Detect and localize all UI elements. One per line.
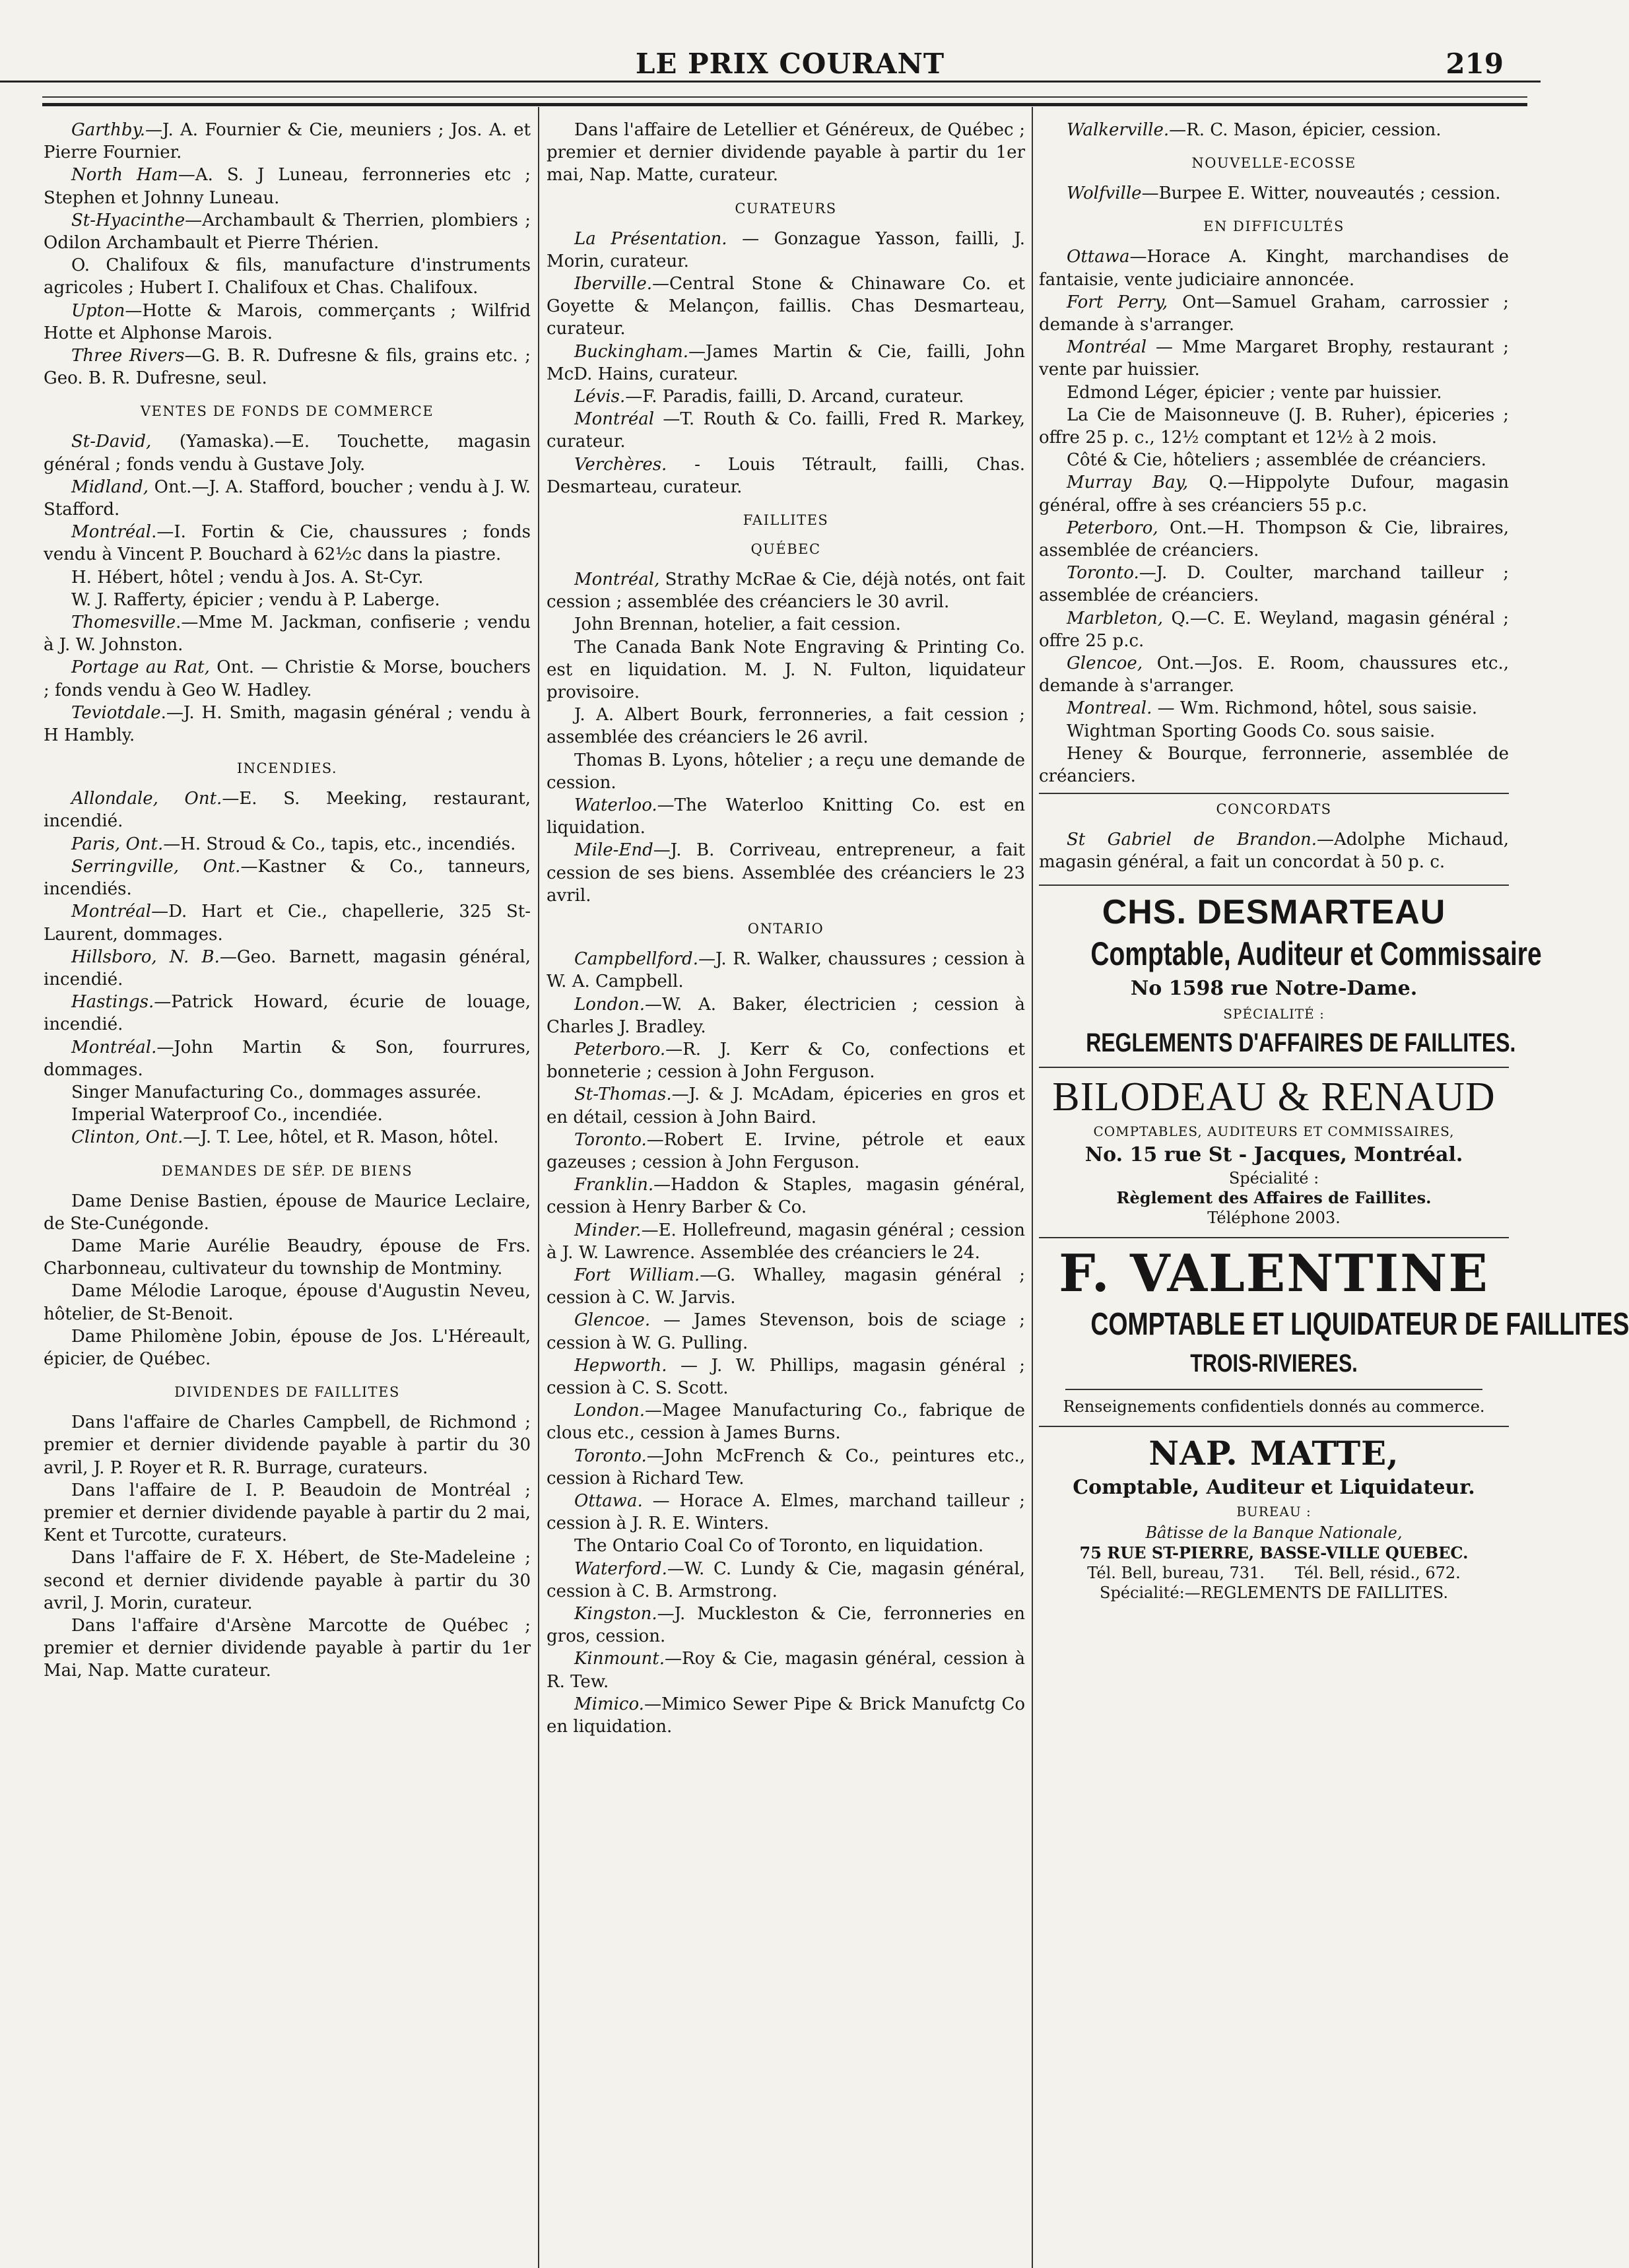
advert-name: F. VALENTINE xyxy=(1059,1243,1489,1304)
notice-entry: St Gabriel de Brandon.—Adolphe Michaud, magasin général, a fait un concordat à 50 p. c. xyxy=(1039,830,1509,873)
notice-entry: Murray Bay, Q.—Hippolyte Dufour, magasin général, offre à ses créanciers 55 p.c. xyxy=(1039,473,1509,516)
notice-entry: Portage au Rat, Ont. — Christie & Morse, bouchers ; fonds vendu à Geo W. Hadley. xyxy=(44,657,531,700)
notice-entry: Peterboro.—R. J. Kerr & Co, confections et bonneterie ; cession à John Ferguson. xyxy=(547,1039,1025,1083)
advert-desmarteau xyxy=(1039,891,1542,1061)
section-rule xyxy=(1039,793,1509,794)
advert-label: Spécialité : xyxy=(1228,1168,1319,1187)
dividendes-list xyxy=(44,1411,531,1682)
notice-entry: Dans l'affaire d'Arsène Marcotte de Québec ; premier et dernier dividende payable à partir du 1er Mai, Nap. Matte curateur. xyxy=(44,1615,531,1681)
page-number: 219 xyxy=(1446,48,1504,80)
subsection-heading-ontario: ONTARIO xyxy=(747,921,824,937)
notice-entry: Teviotdale.—J. H. Smith, magasin général ; vendu à H Hambly. xyxy=(44,702,531,746)
advert-name: NAP. MATTE, xyxy=(1148,1433,1399,1473)
notice-entry: Montréal.—I. Fortin & Cie, chaussures ; fonds vendu à Vincent P. Bouchard à 62½c dans la piastre. xyxy=(44,522,531,565)
notice-entry: Thomesville.—Mme M. Jackman, confiserie ; vendu à J. W. Johnston. xyxy=(44,613,531,655)
advert-building: Bâtisse de la Banque Nationale, xyxy=(1145,1523,1403,1542)
notice-entry: The Canada Bank Note Engraving & Printing Co. est en liquidation. M. J. N. Fulton, liquidateur provisoire. xyxy=(547,637,1025,703)
notice-entry: La Présentation. — Gonzague Yasson, failli, J. Morin, curateur. xyxy=(547,228,1025,271)
notice-entry: Dans l'affaire de Letellier et Généreux, de Québec ; premier et dernier dividende payable à partir du 1er mai, Nap. Matte, curateur. xyxy=(547,120,1025,185)
advert-specialty: Spécialité:—REGLEMENTS DE FAILLITES. xyxy=(1100,1583,1448,1602)
notice-entry: Edmond Léger, épicier ; vente par huissier. xyxy=(1067,382,1442,403)
notice-entry: Iberville.—Central Stone & Chinaware Co. et Goyette & Melançon, faillis. Chas Desmarteau, curateur. xyxy=(547,274,1025,339)
section-heading-demandes: DEMANDES DE SÉP. DE BIENS xyxy=(161,1162,413,1179)
notice-entry: Buckingham.—James Martin & Cie, failli, John McD. Hains, curateur. xyxy=(547,341,1025,384)
notice-entry: Clinton, Ont.—J. T. Lee, hôtel, et R. Mason, hôtel. xyxy=(71,1127,499,1148)
advert-matte xyxy=(1039,1432,1509,1603)
ventes-list xyxy=(44,430,531,747)
notice-entry: Thomas B. Lyons, hôtelier ; a reçu une demande de cession. xyxy=(547,750,1025,793)
advert-rule xyxy=(1065,1389,1482,1390)
notice-entry: Kingston.—J. Muckleston & Cie, ferronneries en gros, cession. xyxy=(547,1603,1025,1647)
notice-entry: Wightman Sporting Goods Co. sous saisie. xyxy=(1067,721,1436,741)
notice-entry: Upton—Hotte & Marois, commerçants ; Wilfrid Hotte et Alphonse Marois. xyxy=(44,300,531,343)
advert-address: No 1598 rue Notre-Dame. xyxy=(1130,976,1418,1000)
advert-specialty: REGLEMENTS D'AFFAIRES DE FAILLITES. xyxy=(1086,1028,1516,1057)
advert-title: Comptable, Auditeur et Commissaire xyxy=(1090,935,1542,972)
notice-entry: Verchères. - Louis Tétrault, failli, Chas. Desmarteau, curateur. xyxy=(547,454,1025,497)
notice-entry: Montréal — Mme Margaret Brophy, restaurant ; vente par huissier. xyxy=(1039,337,1509,380)
notice-entry: Dame Philomène Jobin, épouse de Jos. L'Héreault, épicier, de Québec. xyxy=(44,1326,531,1369)
quebec-list xyxy=(547,568,1025,907)
incendies-list xyxy=(44,787,531,1149)
column-divider xyxy=(538,107,539,2268)
advert-note: Renseignements confidentiels donnés au commerce. xyxy=(1063,1397,1485,1416)
advert-bilodeau xyxy=(1039,1073,1509,1228)
notice-entry: Paris, Ont.—H. Stroud & Co., tapis, etc., incendiés. xyxy=(71,834,516,854)
column-middle xyxy=(547,119,1025,2268)
notice-entry: Wolfville—Burpee E. Witter, nouveautés ; cession. xyxy=(1067,183,1501,204)
difficultes-list xyxy=(1039,246,1509,787)
notice-entry: Ottawa—Horace A. Kinght, marchandises de fantaisie, vente judiciaire annoncée. xyxy=(1039,247,1509,290)
notice-entry: Dans l'affaire de I. P. Beaudoin de Montréal ; premier et dernier dividende payable à partir du 2 mai, Kent et Turcotte, curateurs. xyxy=(44,1480,531,1546)
notice-entry: Glencoe, Ont.—Jos. E. Room, chaussures etc., demande à s'arranger. xyxy=(1039,653,1509,696)
notice-entry: Hastings.—Patrick Howard, écurie de louage, incendié. xyxy=(44,992,531,1035)
advert-address: No. 15 rue St - Jacques, Montréal. xyxy=(1084,1143,1463,1166)
notice-entry: Montreal. — Wm. Richmond, hôtel, sous saisie. xyxy=(1067,698,1478,719)
advert-phone: Téléphone 2003. xyxy=(1207,1208,1341,1227)
column-right xyxy=(1039,119,1629,2268)
advert-name: CHS. DESMARTEAU xyxy=(1102,892,1446,931)
notice-entry: Montréal —T. Routh & Co. failli, Fred R. Markey, curateur. xyxy=(547,409,1025,452)
notice-entry: Singer Manufacturing Co., dommages assurée. xyxy=(71,1082,482,1102)
notice-entry: La Cie de Maisonneuve (J. B. Ruher), épiceries ; offre 25 p. c., 12½ comptant et 12½ à 2 mois. xyxy=(1039,405,1509,448)
notice-entry: St-David, (Yamaska).—E. Touchette, magasin général ; fonds vendu à Gustave Joly. xyxy=(44,432,531,475)
notice-entry: Hillsboro, N. B.—Geo. Barnett, magasin général, incendié. xyxy=(44,947,531,989)
notice-entry: Waterford.—W. C. Lundy & Cie, magasin général, cession à C. B. Armstrong. xyxy=(547,1558,1025,1601)
section-rule xyxy=(1039,884,1509,886)
demandes-list xyxy=(44,1190,531,1371)
notice-entry: Garthby.—J. A. Fournier & Cie, meuniers ; Jos. A. et Pierre Fournier. xyxy=(44,120,531,163)
page-header xyxy=(0,0,1580,99)
notice-entry: Campbellford.—J. R. Walker, chaussures ; cession à W. A. Campbell. xyxy=(547,949,1025,992)
column-left xyxy=(44,119,531,2268)
section-heading-ventes: VENTES DE FONDS DE COMMERCE xyxy=(140,403,434,420)
advert-title: COMPTABLE ET LIQUIDATEUR DE FAILLITES xyxy=(1090,1306,1629,1342)
notice-entry: Dame Mélodie Laroque, épouse d'Augustin Neveu, hôtelier, de St-Benoit. xyxy=(44,1281,531,1324)
section-heading-faillites: FAILLITES xyxy=(743,512,829,529)
subsection-heading-quebec: QUÉBEC xyxy=(750,541,821,558)
notice-entry: Hepworth. — J. W. Phillips, magasin général ; cession à C. S. Scott. xyxy=(547,1355,1025,1398)
notice-entry: Imperial Waterproof Co., incendiée. xyxy=(71,1105,383,1125)
section-heading-nouvelle-ecosse: NOUVELLE-ECOSSE xyxy=(1191,155,1356,172)
advert-label: BUREAU : xyxy=(1236,1503,1312,1519)
notice-entry: St-Hyacinthe—Archambault & Therrien, plombiers ; Odilon Archambault et Pierre Thérien. xyxy=(44,210,531,253)
advert-label: SPÉCIALITÉ : xyxy=(1223,1005,1325,1022)
notice-entry: Heney & Bourque, ferronnerie, assemblée de créanciers. xyxy=(1039,743,1509,787)
notice-entry: H. Hébert, hôtel ; vendu à Jos. A. St-Cyr. xyxy=(71,567,424,587)
notice-entry: Montréal—D. Hart et Cie., chapellerie, 325 St-Laurent, dommages. xyxy=(44,902,531,945)
notice-entry: Ottawa. — Horace A. Elmes, marchand tailleur ; cession à J. R. E. Winters. xyxy=(547,1490,1025,1534)
section-heading-dividendes: DIVIDENDES DE FAILLITES xyxy=(174,1384,400,1401)
notice-entry: Côté & Cie, hôteliers ; assemblée de créanciers. xyxy=(1067,450,1486,471)
notice-entry: Dame Marie Aurélie Beaudry, épouse de Frs. Charbonneau, cultivateur du township de Montminy. xyxy=(44,1236,531,1279)
journal-title: LE PRIX COURANT xyxy=(635,48,945,80)
notice-entry: The Ontario Coal Co of Toronto, en liquidation. xyxy=(574,1536,984,1556)
notice-entry: Three Rivers—G. B. R. Dufresne & fils, grains etc. ; Geo. B. R. Dufresne, seul. xyxy=(44,346,531,389)
notice-entry: Peterboro, Ont.—H. Thompson & Cie, libraires, assemblée de créanciers. xyxy=(1039,517,1509,561)
header-rule xyxy=(42,103,1527,106)
notice-entry: Dame Denise Bastien, épouse de Maurice Leclaire, de Ste-Cunégonde. xyxy=(44,1191,531,1234)
notice-entry: Fort Perry, Ont—Samuel Graham, carrossier ; demande à s'arranger. xyxy=(1039,292,1509,335)
notice-entry: Toronto.—J. D. Coulter, marchand tailleur ; assemblée de créanciers. xyxy=(1039,563,1509,606)
notice-entry: Toronto.—John McFrench & Co., peintures etc., cession à Richard Tew. xyxy=(547,1446,1025,1488)
notice-entry: O. Chalifoux & fils, manufacture d'instruments agricoles ; Hubert I. Chalifoux et Chas. Chalifoux. xyxy=(44,255,531,298)
notice-entry: Montréal, Strathy McRae & Cie, déjà notés, ont fait cession ; assemblée des créanciers le 30 avril. xyxy=(547,570,1025,613)
notice-entry: Mile-End—J. B. Corriveau, entrepreneur, a fait cession de ses biens. Assemblée des créanciers le 23 avril. xyxy=(547,840,1025,906)
notice-entry: Lévis.—F. Paradis, failli, D. Arcand, curateur. xyxy=(574,387,964,407)
header-rule xyxy=(0,81,1541,83)
curateurs-list xyxy=(547,228,1025,498)
advert-name: BILODEAU & RENAUD xyxy=(1052,1074,1496,1119)
notice-entry: Serringville, Ont.—Kastner & Co., tanneurs, incendiés. xyxy=(44,856,531,900)
advert-phone: Tél. Bell, bureau, 731. Tél. Bell, résid., 672. xyxy=(1087,1563,1461,1582)
notice-entry: Walkerville.—R. C. Mason, épicier, cession. xyxy=(1067,120,1442,140)
notice-entry: Montréal.—John Martin & Son, fourrures, dommages. xyxy=(44,1037,531,1080)
notice-entry: Dans l'affaire de Charles Campbell, de Richmond ; premier et dernier dividende payable à partir du 30 avril, J. P. Royer et R. R. Burrage, curateurs. xyxy=(44,1413,531,1478)
notice-entry: Midland, Ont.—J. A. Stafford, boucher ; vendu à J. W. Stafford. xyxy=(44,477,531,520)
advert-title: COMPTABLES, AUDITEURS ET COMMISSAIRES, xyxy=(1093,1123,1455,1139)
notice-entry: North Ham—A. S. J Luneau, ferronneries etc ; Stephen et Johnny Luneau. xyxy=(44,165,531,208)
advert-address: 75 RUE ST-PIERRE, BASSE-VILLE QUEBEC. xyxy=(1079,1543,1469,1562)
section-heading-incendies: INCENDIES. xyxy=(236,760,338,777)
advert-title: Comptable, Auditeur et Liquidateur. xyxy=(1073,1475,1475,1499)
notice-entry: J. A. Albert Bourk, ferronneries, a fait cession ; assemblée des créanciers le 26 avril. xyxy=(547,705,1025,748)
section-rule xyxy=(1039,1067,1509,1068)
section-heading-curateurs: CURATEURS xyxy=(735,200,837,217)
notice-entry: Franklin.—Haddon & Staples, magasin général, cession à Henry Barber & Co. xyxy=(547,1175,1025,1218)
notice-entry: John Brennan, hotelier, a fait cession. xyxy=(574,615,901,635)
ontario-list xyxy=(547,948,1025,1738)
notice-entry: Marbleton, Q.—C. E. Weyland, magasin général ; offre 25 p.c. xyxy=(1039,608,1509,651)
advert-city: TROIS-RIVIERES. xyxy=(1190,1349,1358,1378)
advert-specialty: Règlement des Affaires de Faillites. xyxy=(1116,1187,1432,1207)
section-heading-concordats: CONCORDATS xyxy=(1216,801,1332,818)
notice-entry: Glencoe. — James Stevenson, bois de sciage ; cession à W. G. Pulling. xyxy=(547,1310,1025,1353)
notice-entry: Waterloo.—The Waterloo Knitting Co. est en liquidation. xyxy=(547,795,1025,838)
notice-entry: W. J. Rafferty, épicier ; vendu à P. Laberge. xyxy=(71,589,440,610)
notice-entry: Kinmount.—Roy & Cie, magasin général, cession à R. Tew. xyxy=(547,1649,1025,1692)
advert-valentine xyxy=(1039,1243,1629,1417)
section-rule xyxy=(1039,1237,1509,1238)
notice-entry: St-Thomas.—J. & J. McAdam, épiceries en gros et en détail, cession à John Baird. xyxy=(547,1084,1025,1127)
partnership-list xyxy=(44,119,531,389)
header-rule xyxy=(42,96,1527,98)
notice-entry: Mimico.—Mimico Sewer Pipe & Brick Manufctg Co en liquidation. xyxy=(547,1694,1025,1737)
notice-entry: Toronto.—Robert E. Irvine, pétrole et eaux gazeuses ; cession à John Ferguson. xyxy=(547,1129,1025,1172)
section-heading-difficultes: EN DIFFICULTÉS xyxy=(1203,218,1345,235)
notice-entry: Allondale, Ont.—E. S. Meeking, restaurant, incendié. xyxy=(44,789,531,832)
notice-entry: Minder.—E. Hollefreund, magasin général ; cession à J. W. Lawrence. Assemblée des créanciers le 24. xyxy=(547,1220,1025,1263)
section-rule xyxy=(1039,1426,1509,1427)
column-divider xyxy=(1032,107,1033,2268)
notice-entry: Dans l'affaire de F. X. Hébert, de Ste-Madeleine ; second et dernier dividende payable à partir du 30 avril, J. Morin, curateur. xyxy=(44,1548,531,1613)
notice-entry: London.—W. A. Baker, électricien ; cession à Charles J. Bradley. xyxy=(547,994,1025,1037)
notice-entry: Fort William.—G. Whalley, magasin général ; cession à C. W. Jarvis. xyxy=(547,1265,1025,1308)
notice-entry: London.—Magee Manufacturing Co., fabrique de clous etc., cession à James Burns. xyxy=(547,1401,1025,1444)
